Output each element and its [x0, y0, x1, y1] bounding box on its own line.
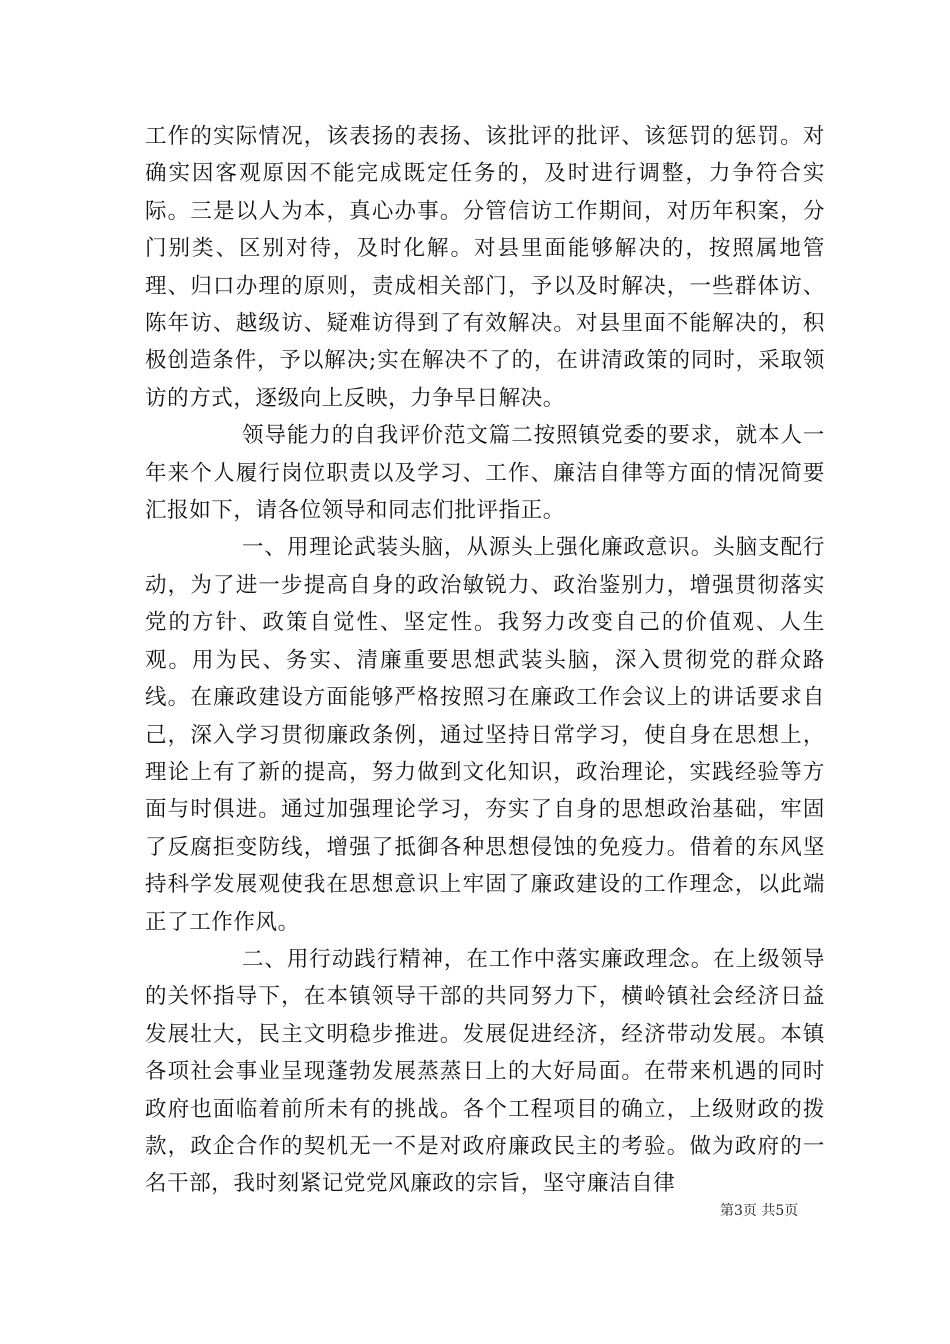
paragraph-1: 工作的实际情况，该表扬的表扬、该批评的批评、该惩罚的惩罚。对确实因客观原因不能完成既定任务的，及时进行调整，力争符合实际。三是以人为本，真心办事。分管信访工作期间，对历年积案，分门别类、区别对待，及时化解。对县里面能够解决的，按照属地管理、归口办理的原则，责成相关部门，予以及时解决，一些群体访、陈年访、越级访、疑难访得到了有效解决。对县里面不能解决的，积极创造条件，予以解决;实在解决不了的，在讲清政策的同时，采取领访的方式，逐级向上反映，力争早日解决。	[145, 124, 825, 411]
footer-middle: 页 共	[742, 1203, 776, 1219]
footer-prefix: 第	[720, 1203, 734, 1219]
paragraph-2: 领导能力的自我评价范文篇二按照镇党委的要求，就本人一年来个人履行岗位职责以及学习、工作、廉洁自律等方面的情况简要汇报如下，请各位领导和同志们批评指正。	[145, 423, 825, 524]
paragraph-4: 二、用行动践行精神，在工作中落实廉政理念。在上级领导的关怀指导下，在本镇领导干部的共同努力下，横岭镇社会经济日益发展壮大，民主文明稳步推进。发展促进经济，经济带动发展。本镇各项社会事业呈现蓬勃发展蒸蒸日上的大好局面。在带来机遇的同时政府也面临着前所未有的挑战。各个工程项目的确立，上级财政的拨款，政企合作的契机无一不是对政府廉政民主的考验。做为政府的一名干部，我时刻紧记党党风廉政的宗旨，坚守廉洁自律	[145, 946, 825, 1197]
page-number-footer	[720, 1202, 798, 1220]
footer-current-page: 3	[734, 1203, 743, 1219]
footer-total-pages: 5	[775, 1203, 785, 1219]
document-body	[145, 118, 825, 1203]
paragraph-3: 一、用理论武装头脑，从源头上强化廉政意识。头脑支配行动，为了进一步提高自身的政治敏锐力、政治鉴别力，增强贯彻落实党的方针、政策自觉性、坚定性。我努力改变自己的价值观、人生观。用为民、务实、清廉重要思想武装头脑，深入贯彻党的群众路线。在廉政建设方面能够严格按照习在廉政工作会议上的讲话要求自己，深入学习贯彻廉政条例，通过坚持日常学习，使自身在思想上，理论上有了新的提高，努力做到文化知识，政治理论，实践经验等方面与时俱进。通过加强理论学习，夯实了自身的思想政治基础，牢固了反腐拒变防线，增强了抵御各种思想侵蚀的免疫力。借着的东风坚持科学发展观使我在思想意识上牢固了廉政建设的工作理念，以此端正了工作作风。	[145, 535, 825, 935]
footer-suffix: 页	[784, 1203, 799, 1219]
